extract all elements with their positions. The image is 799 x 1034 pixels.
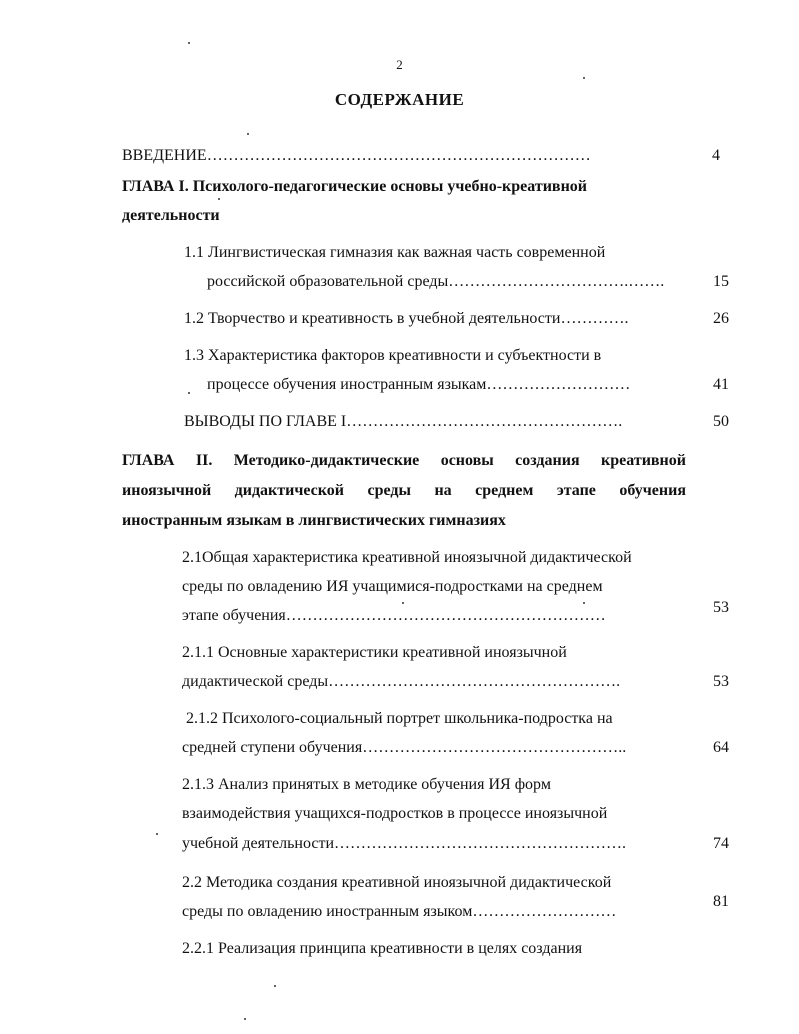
scan-speck — [156, 833, 158, 835]
chapter-heading-line: иноязычной дидактической среды на среднем этапе обучения — [122, 482, 686, 499]
scan-speck — [188, 392, 190, 394]
chapter-heading-line: ГЛАВА I. Психолого-педагогические основы учебно-креативной — [122, 178, 588, 195]
toc-page-number: 64 — [713, 739, 729, 756]
toc-entry-text: взаимодействия учащихся-подростков в процессе иноязычной — [182, 805, 608, 822]
scan-speck — [402, 602, 404, 604]
scan-speck — [583, 77, 585, 79]
toc-entry-text: учебной деятельности………………………………………………. — [182, 835, 627, 852]
toc-entry-text: российской образовательной среды…………………………….……. — [207, 273, 665, 290]
toc-page-number: 4 — [712, 147, 720, 164]
toc-page-number: 41 — [713, 376, 729, 393]
toc-entry-text: 2.2 Методика создания креативной иноязычной дидактической — [182, 874, 612, 891]
toc-entry-text: процессе обучения иностранным языкам……………………… — [207, 376, 631, 393]
toc-page-number: 81 — [713, 893, 729, 910]
toc-entry-text: средней ступени обучения………………………………………….. — [182, 739, 627, 756]
toc-entry-text: 2.1.3 Анализ принятых в методике обучения ИЯ форм — [182, 776, 551, 793]
scan-speck — [218, 198, 220, 200]
toc-entry-text: среды по овладению иностранным языком……………………… — [182, 903, 617, 920]
toc-entry-text: среды по овладению ИЯ учащимися-подростками на среднем — [182, 578, 603, 595]
toc-page-number: 53 — [713, 673, 729, 690]
chapter-heading-line: иностранным языкам в лингвистических гимназиях — [122, 512, 506, 529]
page-number: 2 — [396, 57, 403, 72]
toc-page-number: 50 — [713, 413, 729, 430]
chapter-heading-line: деятельности — [122, 207, 220, 224]
toc-entry-text: этапе обучения…………………………………………………… — [182, 607, 606, 624]
scan-speck — [188, 42, 190, 44]
scan-speck — [274, 985, 276, 987]
toc-entry-text: ВВЕДЕНИЕ……………………………………………………………… — [122, 147, 591, 164]
toc-entry-text: 1.1 Лингвистическая гимназия как важная часть современной — [184, 244, 606, 261]
toc-entry-text: 2.1Общая характеристика креативной иноязычной дидактической — [182, 549, 632, 566]
toc-page-number: 74 — [713, 835, 729, 852]
scan-speck — [244, 1018, 246, 1020]
page-title: СОДЕРЖАНИЕ — [334, 90, 465, 109]
toc-entry-text: ВЫВОДЫ ПО ГЛАВЕ I……………………………………………. — [184, 413, 623, 430]
toc-page-number: 15 — [713, 273, 729, 290]
toc-entry-text: 1.3 Характеристика факторов креативности и субъектности в — [184, 347, 602, 364]
toc-page-number: 53 — [713, 599, 729, 616]
toc-page-number: 26 — [713, 310, 729, 327]
toc-entry-text: 2.1.2 Психолого-социальный портрет школьника-подростка на — [186, 710, 613, 727]
toc-entry-text: 1.2 Творчество и креативность в учебной деятельности…………. — [184, 310, 629, 327]
scan-speck — [247, 133, 249, 135]
toc-entry-text: дидактической среды………………………………………………. — [182, 673, 621, 690]
chapter-heading-line: ГЛАВА II. Методико-дидактические основы создания креативной — [122, 452, 686, 469]
toc-entry-text: 2.2.1 Реализация принципа креативности в целях создания — [182, 940, 583, 957]
scan-speck — [583, 602, 585, 604]
toc-entry-text: 2.1.1 Основные характеристики креативной иноязычной — [182, 644, 567, 661]
